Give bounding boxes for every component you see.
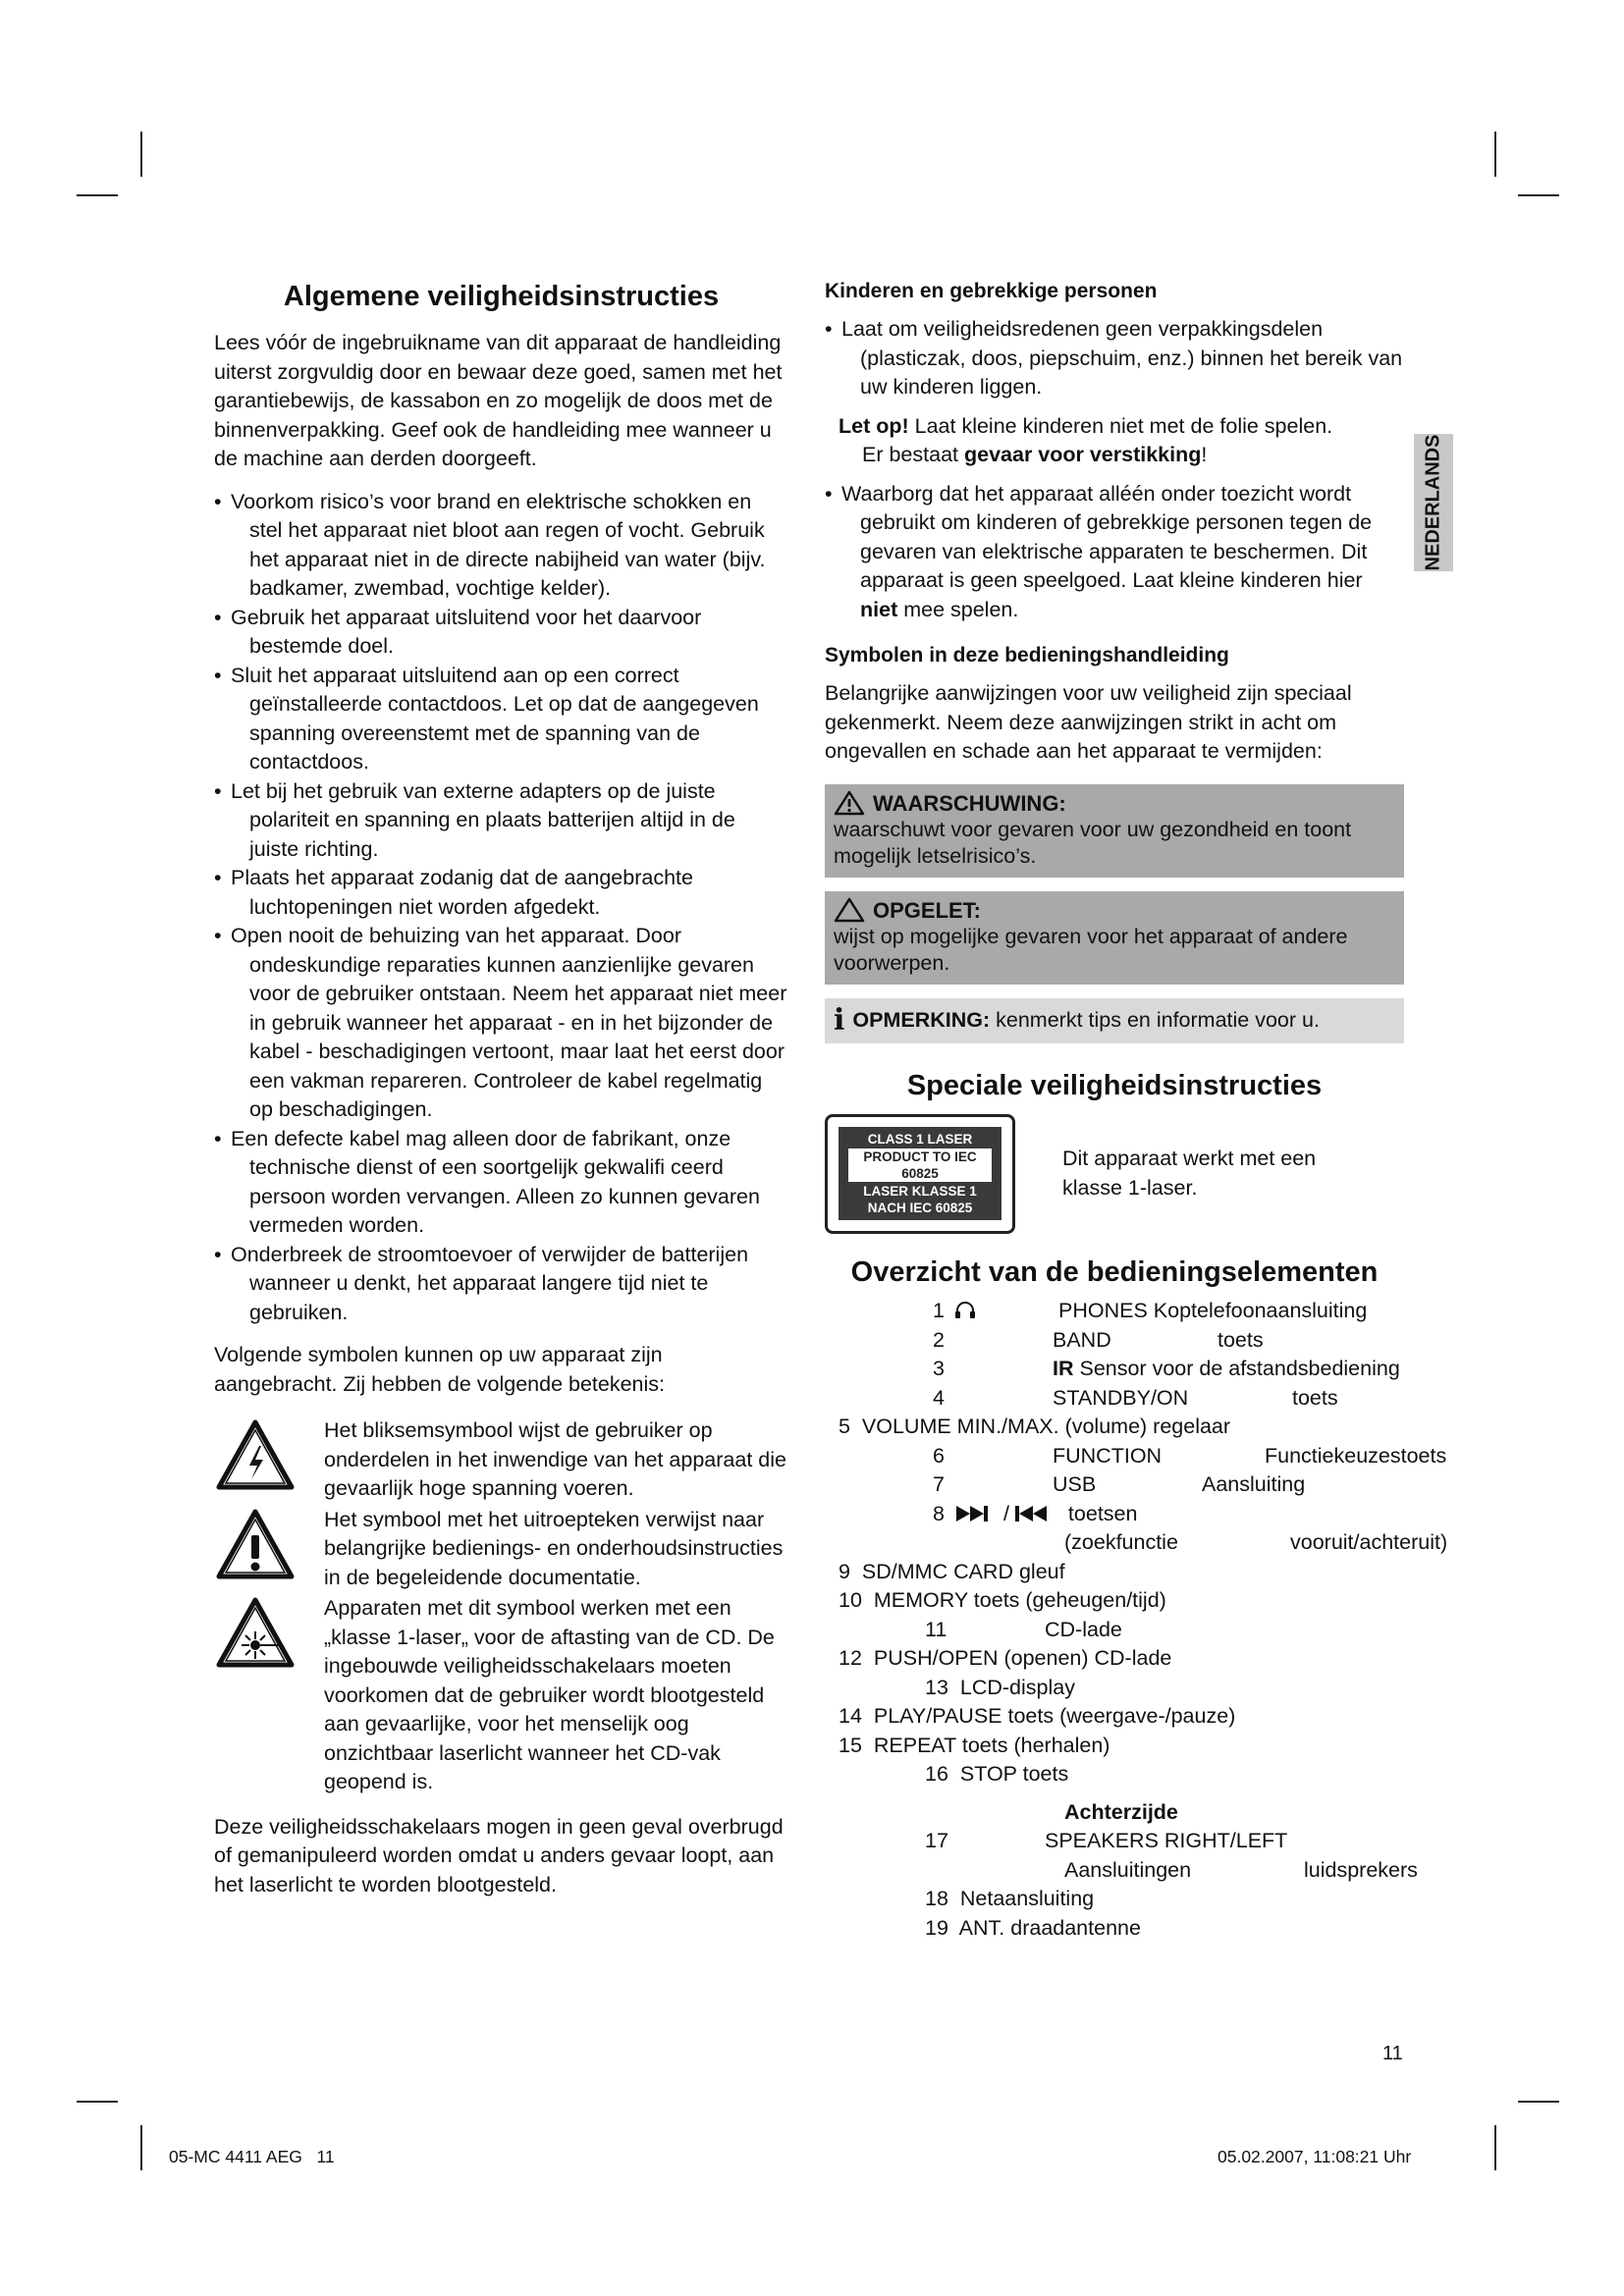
- caution-triangle-icon: [834, 897, 865, 923]
- letop-line2: [839, 441, 1404, 470]
- crop-mark: [1494, 132, 1496, 177]
- ov-row: 13 LCD-display: [925, 1675, 1075, 1699]
- laser-label-line: LASER KLASSE 1: [863, 1184, 977, 1199]
- ov-num: 3: [933, 1356, 945, 1380]
- controls-overview: [825, 1297, 1448, 1940]
- kids-bullets: [825, 315, 1404, 402]
- exclamation-warning-icon: [214, 1506, 297, 1584]
- footer-right: 05.02.2007, 11:08:21 Uhr: [1218, 2147, 1412, 2166]
- laser-symbol-text: Apparaten met dit symbool werken met een „klasse 1-laser„ voor de aftasting van de CD. De ingebouwde veiligheidsschakelaars moeten voorkomen dat de gebruiker wordt blootgesteld aan gevaarlijke, voor het menselijk oog onzichtbaar laserlicht wanneer het CD-vak geopend is.: [324, 1596, 775, 1793]
- ov-label: toets: [1218, 1327, 1264, 1352]
- ov-ir-text: Sensor voor de afstandsbediening: [1073, 1356, 1400, 1380]
- ov-num: 11: [925, 1617, 947, 1641]
- ov-label: toets: [1292, 1385, 1338, 1410]
- kids-heading: Kinderen en gebrekkige personen: [825, 280, 1158, 302]
- ov-row: 14 PLAY/PAUSE toets (weergave-/pauze): [839, 1703, 1236, 1728]
- language-label: NEDERLANDS: [1422, 434, 1444, 571]
- kids-bullet-text: Waarborg dat het apparaat alléén onder toezicht wordt gebruikt om kinderen of gebrekkige personen tegen de gevaren van elektrische apparaten te beschermen. Dit apparaat is geen speelgoed. Laat kleine kinderen hier: [841, 481, 1373, 592]
- symbol-entry: [214, 1416, 788, 1504]
- ov-label: PHONES Koptelefoonaansluiting: [1058, 1298, 1368, 1322]
- ov-num: 4: [933, 1385, 945, 1410]
- letop-text: Laat kleine kinderen niet met de folie spelen.: [908, 413, 1333, 438]
- ov-label: Functiekeuzestoets: [1265, 1443, 1447, 1468]
- ov-label: USB: [1053, 1471, 1097, 1496]
- ov-row: 5 VOLUME MIN./MAX. (volume) regelaar: [839, 1414, 1231, 1438]
- rear-heading: Achterzijde: [1064, 1799, 1178, 1824]
- skip-forward-icon: [956, 1505, 1003, 1522]
- kids-bullet-bold: niet: [860, 597, 898, 621]
- safety-bullet: • Plaats het apparaat zodanig dat de aangebrachte luchtopeningen niet worden afgedekt.: [214, 864, 788, 922]
- symbols-heading: Symbolen in deze bedieningshandleiding: [825, 644, 1229, 667]
- caution-box: [825, 891, 1404, 985]
- footer-left: 05-MC 4411 AEG 11: [169, 2147, 335, 2166]
- crop-mark: [1518, 2101, 1559, 2103]
- ov-label: STANDBY/ON: [1053, 1385, 1189, 1410]
- ov-label: FUNCTION: [1053, 1443, 1163, 1468]
- ov-num: 7: [933, 1471, 945, 1496]
- ov-slash: /: [1003, 1501, 1015, 1525]
- ov-row: 18 Netaansluiting: [925, 1886, 1095, 1910]
- laser-warning-icon: [214, 1594, 297, 1673]
- letop-text2a: Er bestaat: [862, 443, 964, 466]
- page-number: 11: [1382, 2043, 1403, 2064]
- letop-note: [839, 412, 1404, 470]
- kids-bullet: [825, 480, 1404, 625]
- ov-row: 19 ANT. draadantenne: [925, 1915, 1141, 1940]
- crop-mark: [140, 132, 142, 177]
- special-safety-title: Speciale veiligheidsinstructies: [906, 1069, 1323, 1101]
- laser-section: [825, 1114, 1404, 1234]
- note-title: OPMERKING:: [852, 1007, 991, 1032]
- symbol-entry: [214, 1594, 788, 1797]
- crop-mark: [1494, 2125, 1496, 2170]
- letop-label: Let op!: [839, 413, 909, 438]
- language-side-tab: [1414, 434, 1453, 571]
- ov-label: SPEAKERS RIGHT/LEFT: [1045, 1828, 1288, 1852]
- ov-label: Aansluiting: [1202, 1471, 1306, 1496]
- headphones-icon: [954, 1301, 976, 1320]
- crop-mark: [77, 2101, 118, 2103]
- safety-bullet: • Een defecte kabel mag alleen door de fabrikant, onze technische dienst of een soortgelijk gekwalifi ceerd persoon worden vervangen. Alleen zo kunnen gevaren vermeden worden.: [214, 1125, 788, 1241]
- closing-paragraph: Deze veiligheidsschakelaars mogen in geen geval overbrugd of gemanipuleerd worden omdat u anders gevaar loopt, aan het laserlicht te worden blootgesteld.: [214, 1814, 784, 1896]
- ov-label: vooruit/achteruit): [1290, 1529, 1448, 1554]
- left-column: [214, 278, 788, 1913]
- ov-row: 10 MEMORY toets (geheugen/tijd): [839, 1587, 1166, 1612]
- safety-bullet: • Gebruik het apparaat uitsluitend voor het daarvoor bestemde doel.: [214, 604, 788, 662]
- ov-row: 16 STOP toets: [925, 1761, 1069, 1786]
- letop-bold: gevaar voor verstikking: [963, 443, 1202, 466]
- ov-label: (zoekfunctie: [1064, 1529, 1178, 1554]
- warning-triangle-icon: [834, 790, 865, 816]
- info-icon: i: [834, 1002, 845, 1038]
- ov-ir-bold: IR: [1053, 1356, 1074, 1380]
- note-text: kenmerkt tips en informatie voor u.: [990, 1007, 1320, 1032]
- intro-paragraph: Lees vóór de ingebruikname van dit apparaat de handleiding uiterst zorgvuldig door en bewaar deze goed, samen met het garantiebewijs, de kassabon en zo mogelijk de doos met de binnenverpakking. Geef ook de handleiding mee wanneer u de machine aan derden doorgeeft.: [214, 331, 783, 470]
- crop-mark: [77, 194, 118, 196]
- kids-bullets-2: [825, 480, 1404, 625]
- ov-label: [956, 1500, 1137, 1529]
- ov-row: 9 SD/MMC CARD gleuf: [839, 1559, 1065, 1583]
- symbol-entry: [214, 1506, 788, 1593]
- warning-box: [825, 784, 1404, 878]
- warning-header: [834, 790, 1395, 817]
- ov-num: 8: [933, 1501, 945, 1525]
- ov-num: 6: [933, 1443, 945, 1468]
- laser-label-inner: [839, 1127, 1001, 1220]
- ov-num: 17: [925, 1828, 948, 1852]
- kids-bullet-text-end: mee spelen.: [897, 597, 1019, 621]
- note-box: [825, 998, 1404, 1043]
- symbols-intro: Volgende symbolen kunnen op uw apparaat zijn aangebracht. Zij hebben de volgende betekenis:: [214, 1343, 666, 1396]
- letop-text2b: !: [1201, 443, 1208, 466]
- ov-label: CD-lade: [1045, 1617, 1122, 1641]
- ov-num: 2: [933, 1327, 945, 1352]
- ov-row: 15 REPEAT toets (herhalen): [839, 1733, 1110, 1757]
- crop-mark: [140, 2125, 142, 2170]
- symbols-text: Belangrijke aanwijzingen voor uw veiligheid zijn speciaal gekenmerkt. Neem deze aanwijzingen strikt in acht om ongevallen en schade aan het apparaat te vermijden:: [825, 681, 1352, 763]
- ov-num: 1: [933, 1298, 945, 1322]
- general-safety-title: Algemene veiligheidsinstructies: [283, 281, 720, 312]
- safety-bullet: • Voorkom risico’s voor brand en elektrische schokken en stel het apparaat niet bloot aan regen of vocht. Gebruik het apparaat niet in de directe nabijheid van water (bijv. badkamer, zwembad, vochtige kelder).: [214, 488, 788, 604]
- safety-bullet: • Open nooit de behuizing van het apparaat. Door ondeskundige reparaties kunnen aanzienlijke gevaren voor de gebruiker ontstaan. Neem het apparaat niet meer in gebruik wanneer het apparaat - en in het bijzonder de kabel - beschadigingen vertoont, maar laat het eerst door een vakman repareren. Controleer de kabel regelmatig op beschadigingen.: [214, 922, 788, 1125]
- skip-back-icon: [1015, 1505, 1062, 1522]
- safety-bullet: • Onderbreek de stroomtoevoer of verwijder de batterijen wanneer u denkt, het apparaat langere tijd niet te gebruiken.: [214, 1241, 788, 1328]
- laser-label-line: NACH IEC 60825: [867, 1201, 973, 1215]
- warning-text: waarschuwt voor gevaren voor uw gezondheid en toont mogelijk letselrisico’s.: [834, 817, 1352, 868]
- ov-label: Aansluitingen: [1064, 1857, 1192, 1882]
- caution-header: [834, 897, 1395, 924]
- caution-title: OPGELET:: [873, 897, 982, 923]
- ov-label: [1053, 1355, 1400, 1384]
- caution-text: wijst op mogelijke gevaren voor het apparaat of andere voorwerpen.: [834, 924, 1348, 975]
- lightning-symbol-text: Het bliksemsymbool wijst de gebruiker op onderdelen in het inwendige van het apparaat die gevaarlijk hoge spanning voeren.: [324, 1418, 786, 1500]
- kids-bullet: • Laat om veiligheidsredenen geen verpakkingsdelen (plasticzak, doos, piepschuim, enz.) binnen het bereik van uw kinderen liggen.: [825, 315, 1404, 402]
- ov-label: BAND: [1053, 1327, 1111, 1352]
- warning-title: WAARSCHUWING:: [873, 790, 1066, 816]
- ov-toetsen: toetsen: [1061, 1501, 1138, 1525]
- safety-bullet-list: [214, 488, 788, 1328]
- crop-mark: [1518, 194, 1559, 196]
- ov-row: 12 PUSH/OPEN (openen) CD-lade: [839, 1645, 1172, 1670]
- laser-label-line: PRODUCT TO IEC 60825: [848, 1148, 992, 1182]
- laser-text: Dit apparaat werkt met een klasse 1-laser.: [1062, 1147, 1317, 1200]
- laser-class-label: [825, 1114, 1015, 1234]
- lightning-warning-icon: [214, 1416, 297, 1495]
- exclamation-symbol-text: Het symbool met het uitroepteken verwijst naar belangrijke bedienings- en onderhoudsinstructies in de begeleidende documentatie.: [324, 1507, 784, 1589]
- ov-label: luidsprekers: [1304, 1857, 1418, 1882]
- laser-label-line: CLASS 1 LASER: [867, 1132, 973, 1147]
- overview-title: Overzicht van de bedieningselementen: [850, 1255, 1379, 1288]
- safety-bullet: • Let bij het gebruik van externe adapters op de juiste polariteit en spanning en plaats batterijen altijd in de juiste richting.: [214, 777, 788, 865]
- safety-bullet: • Sluit het apparaat uitsluitend aan op een correct geïnstalleerde contactdoos. Let op dat de aangegeven spanning overeenstemt met de spanning van de contactdoos.: [214, 662, 788, 777]
